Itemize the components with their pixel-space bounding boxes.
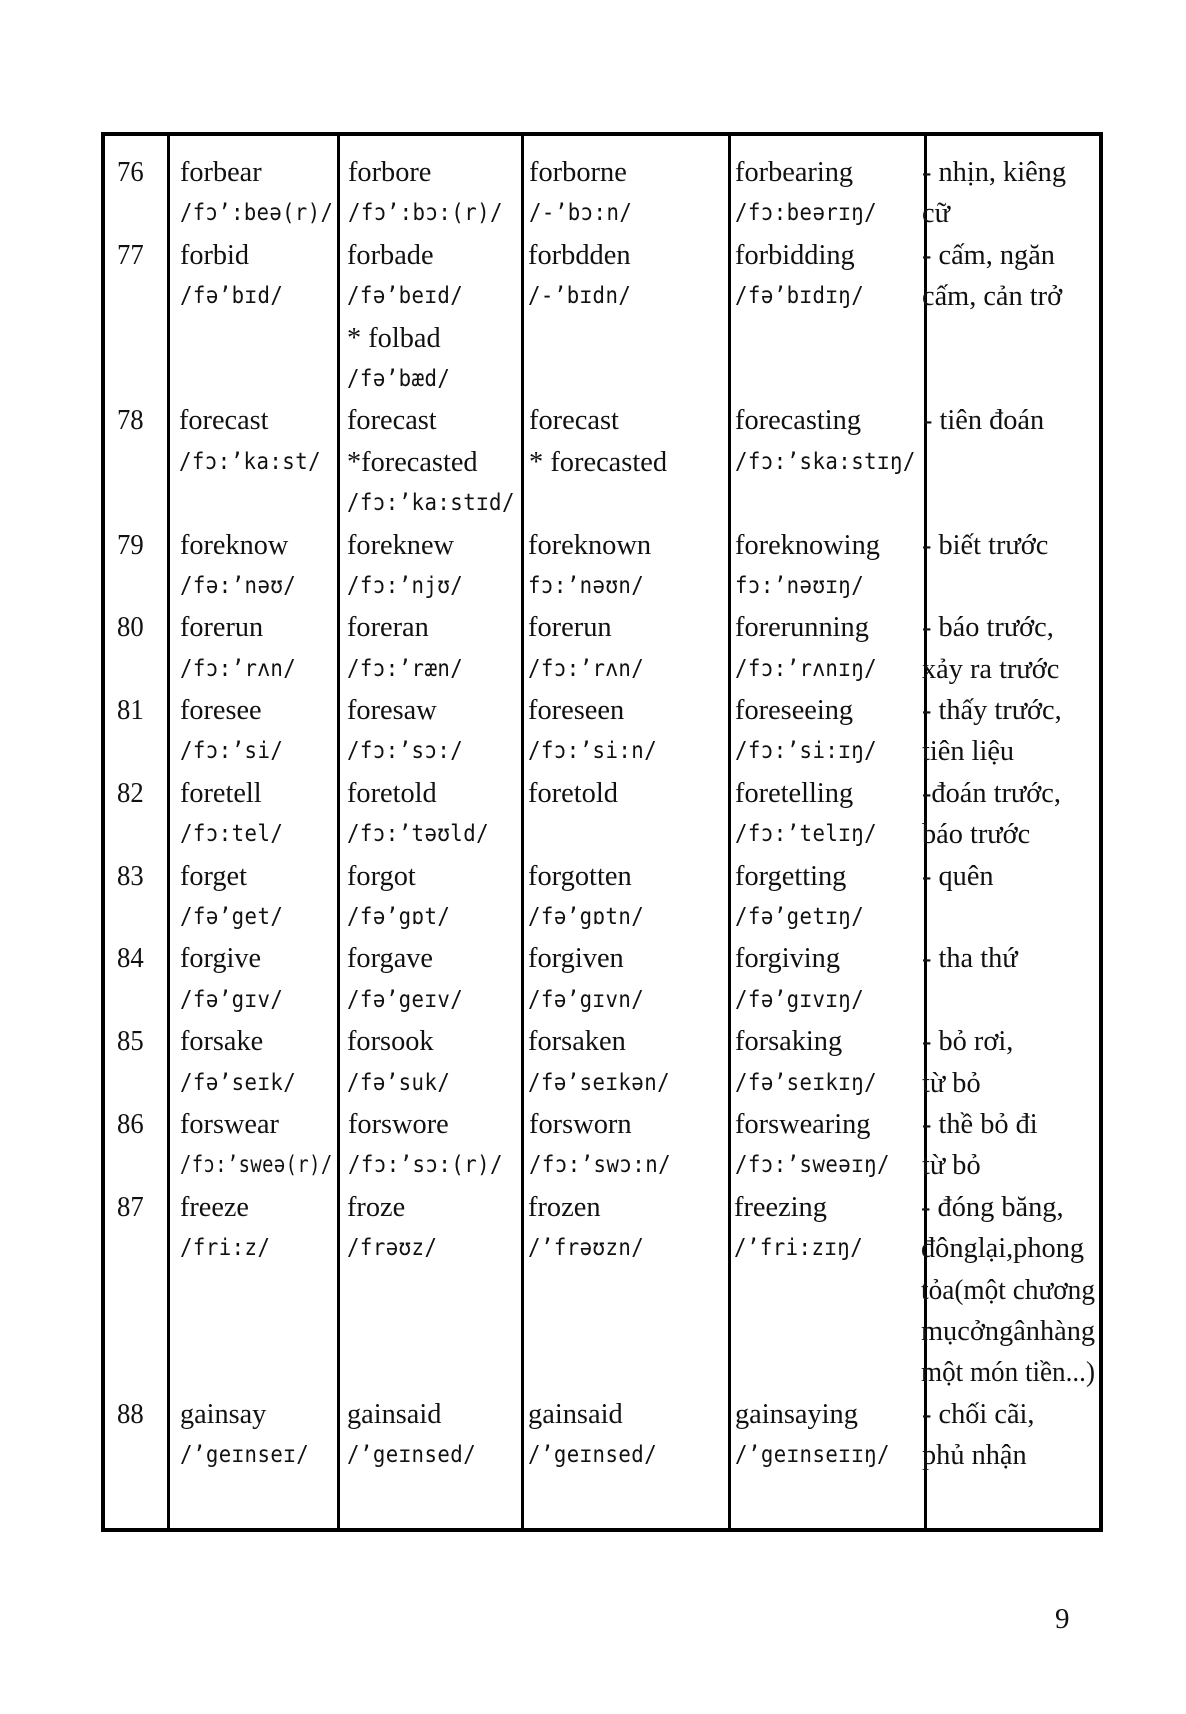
table-row — [105, 607, 1099, 690]
meaning-text: cấm, cản trở — [921, 280, 1062, 313]
phonetic-transcription: /’geɪnsed/ — [527, 1442, 658, 1469]
verb-form: forecasting — [735, 404, 862, 437]
verb-form: forecast — [529, 404, 620, 437]
verb-form: foreseeing — [734, 694, 854, 727]
past-simple-cell — [336, 1021, 519, 1104]
past-participle-cell — [519, 773, 725, 856]
entry-number: 86 — [117, 1107, 144, 1140]
verb-form: foreknow — [179, 528, 288, 561]
verb-form: forecast — [179, 404, 269, 437]
phonetic-transcription: /fə’bɪd/ — [179, 283, 284, 310]
meaning-text: cữ — [922, 197, 951, 230]
present-participle-cell — [724, 1187, 919, 1394]
entry-number: 88 — [117, 1397, 144, 1430]
past-simple-cell — [337, 1104, 520, 1187]
verb-form: forbearing — [735, 156, 854, 188]
present-participle-cell — [725, 152, 920, 235]
meaning-text: báo trước — [921, 818, 1031, 851]
meaning-text: - thấy trước, — [921, 694, 1062, 727]
entry-number: 80 — [117, 611, 144, 644]
table-row — [105, 773, 1099, 856]
meaning-text: tiên liệu — [921, 735, 1015, 768]
base-form-cell — [167, 235, 336, 401]
past-simple-cell — [336, 607, 519, 690]
phonetic-transcription: /fɔ:’ska:stɪŋ/ — [735, 448, 916, 475]
phonetic-transcription: /fə’gɪvɪŋ/ — [734, 986, 865, 1013]
verb-form: * folbad — [346, 321, 441, 354]
phonetic-transcription: /fə’seɪkɪŋ/ — [734, 1069, 877, 1096]
past-participle-cell — [519, 607, 725, 690]
phonetic-transcription: /fɔ:’sɔ:(r)/ — [347, 1152, 503, 1179]
irregular-verbs-table — [101, 132, 1103, 1532]
verb-form: forgiven — [527, 942, 624, 975]
verb-form: forbid — [179, 238, 249, 271]
verb-form: forborne — [528, 156, 627, 188]
verb-form: froze — [346, 1190, 405, 1223]
phonetic-transcription: /fə’bæd/ — [346, 365, 451, 392]
verb-form: forerunning — [734, 611, 869, 644]
verb-form: forbdden — [527, 238, 631, 271]
table-row — [105, 400, 1099, 524]
verb-form: gainsaid — [346, 1397, 442, 1430]
phonetic-transcription: /fə’gɪv/ — [179, 986, 284, 1013]
verb-form: forgotten — [527, 859, 632, 892]
verb-form: forsaking — [734, 1025, 843, 1058]
past-participle-cell — [519, 525, 725, 608]
meaning-cell — [920, 856, 1099, 939]
verb-form: forbear — [179, 156, 262, 188]
phonetic-transcription: /fɔ’:beə(r)/ — [179, 200, 333, 227]
past-participle-cell — [520, 152, 726, 235]
meaning-text: mụcởngânhàng — [921, 1314, 1096, 1347]
phonetic-transcription: /fɔ:’sɔ:/ — [346, 738, 464, 765]
entry-number-cell — [105, 235, 167, 401]
base-form-cell — [167, 856, 336, 939]
phonetic-transcription: /fə’beɪd/ — [346, 283, 464, 310]
entry-number-cell — [105, 1021, 167, 1104]
meaning-cell — [920, 607, 1099, 690]
meaning-text: -đoán trước, — [921, 776, 1061, 809]
base-form-cell — [167, 1187, 336, 1394]
meaning-cell — [920, 690, 1099, 773]
phonetic-transcription: /fə’suk/ — [346, 1069, 451, 1096]
meaning-cell — [920, 1021, 1099, 1104]
page-number: 9 — [1055, 1603, 1070, 1635]
verb-form: foreseen — [527, 694, 625, 727]
verb-form: forswearing — [735, 1107, 871, 1140]
entry-number: 77 — [117, 238, 144, 271]
phonetic-transcription: /fɔ:’təʊld/ — [346, 821, 489, 848]
verb-form: forbidding — [734, 238, 855, 271]
verb-form: foreknown — [527, 528, 652, 561]
phonetic-transcription: /fə’get/ — [179, 904, 284, 931]
phonetic-transcription: /fə’gɪvn/ — [527, 986, 645, 1013]
phonetic-transcription: /fɔ:’sweə(r)/ — [179, 1152, 333, 1179]
phonetic-transcription: /fɔ:’telɪŋ/ — [734, 821, 877, 848]
table-row — [105, 1104, 1099, 1187]
phonetic-transcription: /fɔ:’sweəɪŋ/ — [735, 1152, 891, 1179]
base-form-cell — [167, 1021, 336, 1104]
verb-form: forget — [179, 859, 247, 892]
verb-form: forsook — [346, 1025, 434, 1058]
base-form-cell — [167, 938, 336, 1021]
entry-number: 85 — [117, 1025, 144, 1058]
phonetic-transcription: /fɔ:’rʌn/ — [179, 655, 296, 682]
phonetic-transcription: /’geɪnsed/ — [346, 1442, 477, 1469]
phonetic-transcription: /fɔ:’si/ — [179, 738, 284, 765]
entry-number-cell — [105, 152, 167, 235]
base-form-cell — [167, 525, 336, 608]
table-body — [105, 152, 1099, 1477]
meaning-cell — [920, 938, 1099, 1021]
past-simple-cell — [336, 690, 519, 773]
verb-form: forbore — [347, 156, 432, 188]
phonetic-transcription: /fə’geɪv/ — [346, 986, 464, 1013]
meaning-text: tỏa(một chương — [921, 1273, 1095, 1306]
verb-form: forgiving — [734, 942, 840, 975]
meaning-text: - chối cãi, — [921, 1397, 1035, 1430]
entry-number: 84 — [117, 942, 144, 975]
phonetic-transcription: /fɔ:’si:ɪŋ/ — [734, 738, 877, 765]
past-simple-cell — [337, 152, 520, 235]
base-form-cell — [167, 1104, 337, 1187]
meaning-cell — [920, 152, 1099, 235]
phonetic-transcription: /fɔ:’ka:stɪd/ — [347, 490, 516, 517]
phonetic-transcription: /’geɪnseɪ/ — [179, 1442, 309, 1469]
entry-number-cell — [105, 1187, 167, 1394]
entry-number: 82 — [117, 776, 144, 809]
verb-form: foretelling — [734, 776, 854, 809]
base-form-cell — [167, 1394, 336, 1477]
meaning-cell — [920, 1104, 1099, 1187]
present-participle-cell — [725, 938, 920, 1021]
verb-form: forecast — [347, 404, 438, 437]
meaning-text: - cấm, ngăn — [921, 238, 1055, 271]
verb-form: forgave — [346, 942, 433, 975]
verb-form: freezing — [734, 1190, 828, 1223]
verb-form: gainsaying — [734, 1397, 858, 1430]
phonetic-transcription: /fɔ:’si:n/ — [527, 738, 658, 765]
meaning-text: một món tiền...) — [921, 1356, 1095, 1389]
past-participle-cell — [519, 1187, 725, 1394]
phonetic-transcription: /fə’seɪkən/ — [527, 1069, 671, 1096]
table-row — [105, 938, 1099, 1021]
verb-form: foreran — [346, 611, 429, 644]
meaning-text: - biết trước — [921, 528, 1049, 561]
table-row — [105, 1021, 1099, 1104]
phonetic-transcription: /fɔ:’ræn/ — [346, 655, 464, 682]
phonetic-transcription: /fɔ:’ka:st/ — [179, 448, 322, 475]
phonetic-transcription: fɔ:’nəʊɪŋ/ — [734, 572, 865, 599]
meaning-text: phủ nhận — [921, 1439, 1027, 1472]
meaning-text: - tha thứ — [921, 942, 1018, 975]
base-form-cell — [167, 773, 336, 856]
verb-form: forsaken — [527, 1025, 626, 1058]
present-participle-cell — [725, 690, 920, 773]
past-simple-cell — [336, 235, 519, 401]
phonetic-transcription: /fɔ:’swɔ:n/ — [528, 1152, 671, 1179]
verb-form: frozen — [527, 1190, 601, 1223]
phonetic-transcription: /-’bɔ:n/ — [528, 200, 633, 227]
phonetic-transcription: /fɔ:tel/ — [179, 821, 284, 848]
verb-form: forgive — [179, 942, 261, 975]
base-form-cell — [167, 690, 336, 773]
entry-number: 78 — [117, 404, 144, 437]
past-simple-cell — [336, 938, 519, 1021]
phonetic-transcription: /fɔ:beərɪŋ/ — [735, 200, 878, 227]
entry-number-cell — [105, 525, 167, 608]
past-participle-cell — [520, 1104, 726, 1187]
meaning-text: - thề bỏ đi — [922, 1107, 1038, 1140]
past-participle-cell — [519, 856, 725, 939]
meaning-text: xảy ra trước — [921, 652, 1060, 685]
phonetic-transcription: /fə’bɪdɪŋ/ — [734, 283, 865, 310]
table-row — [105, 690, 1099, 773]
table-row — [105, 856, 1099, 939]
verb-form: forerun — [527, 611, 612, 644]
phonetic-transcription: /fə’gɒtn/ — [527, 904, 645, 931]
entry-number-cell — [105, 1394, 167, 1477]
meaning-text: - đóng băng, — [921, 1190, 1064, 1223]
meaning-cell — [920, 235, 1099, 401]
base-form-cell — [167, 607, 336, 690]
past-participle-cell — [519, 690, 725, 773]
entry-number: 81 — [117, 694, 144, 727]
verb-form: forerun — [179, 611, 263, 644]
entry-number-cell — [105, 690, 167, 773]
phonetic-transcription: /fri:z/ — [179, 1235, 271, 1262]
phonetic-transcription: /fə’getɪŋ/ — [734, 904, 865, 931]
phonetic-transcription: /-’bɪdn/ — [527, 283, 632, 310]
past-participle-cell — [520, 400, 725, 524]
past-simple-cell — [336, 1187, 519, 1394]
table-row — [105, 1394, 1099, 1477]
past-simple-cell — [336, 525, 519, 608]
present-participle-cell — [725, 607, 920, 690]
entry-number: 79 — [117, 528, 144, 561]
verb-form: forsake — [179, 1025, 263, 1058]
meaning-text: - nhịn, kiêng — [922, 156, 1067, 188]
entry-number-cell — [105, 607, 167, 690]
verb-form: foretold — [527, 776, 618, 809]
past-simple-cell — [336, 1394, 519, 1477]
verb-form: forbade — [346, 238, 434, 271]
base-form-cell — [166, 400, 336, 524]
phonetic-transcription: /’geɪnseɪɪŋ/ — [734, 1442, 890, 1469]
present-participle-cell — [725, 1394, 920, 1477]
verb-form: foresee — [179, 694, 262, 727]
past-participle-cell — [519, 938, 725, 1021]
verb-form: *forecasted — [347, 445, 478, 478]
meaning-text: - tiên đoán — [923, 404, 1045, 437]
verb-form: foretold — [346, 776, 437, 809]
verb-form: forgetting — [734, 859, 847, 892]
table-row — [105, 525, 1099, 608]
present-participle-cell — [725, 1104, 920, 1187]
verb-form: forswear — [179, 1107, 279, 1140]
verb-form: gainsay — [179, 1397, 267, 1430]
verb-form: foreknowing — [734, 528, 880, 561]
phonetic-transcription: /fɔ:’njʊ/ — [346, 572, 464, 599]
past-simple-cell — [336, 400, 520, 524]
entry-number: 76 — [117, 156, 144, 188]
meaning-text: đônglại,phong — [921, 1232, 1085, 1265]
verb-form: freeze — [179, 1190, 249, 1223]
table-row — [105, 235, 1099, 401]
entry-number-cell — [105, 938, 167, 1021]
table-row — [105, 1187, 1099, 1394]
phonetic-transcription: /fɔ’:bɔ:(r)/ — [347, 200, 503, 227]
phonetic-transcription: fɔ:’nəʊn/ — [527, 572, 645, 599]
entry-number-cell — [105, 1104, 167, 1187]
entry-number-cell — [105, 400, 166, 524]
phonetic-transcription: /’fri:zɪŋ/ — [734, 1235, 864, 1262]
entry-number: 83 — [117, 859, 144, 892]
verb-form: foreknew — [346, 528, 454, 561]
meaning-text: - quên — [921, 859, 994, 892]
present-participle-cell — [725, 400, 921, 524]
entry-number: 87 — [117, 1190, 144, 1223]
verb-form: * forecasted — [529, 445, 668, 478]
meaning-text: từ bỏ — [921, 1066, 981, 1099]
present-participle-cell — [725, 525, 920, 608]
verb-form: foresaw — [346, 694, 437, 727]
past-participle-cell — [519, 235, 725, 401]
meaning-text: từ bỏ — [922, 1149, 981, 1182]
past-participle-cell — [519, 1394, 725, 1477]
table-row — [105, 152, 1099, 235]
verb-form: forgot — [346, 859, 416, 892]
meaning-cell — [919, 1187, 1099, 1394]
base-form-cell — [167, 152, 337, 235]
meaning-cell — [920, 773, 1099, 856]
phonetic-transcription: /fə:’nəʊ/ — [179, 572, 296, 599]
meaning-text: - bỏ rơi, — [921, 1025, 1014, 1058]
verb-form: foretell — [179, 776, 262, 809]
entry-number-cell — [105, 773, 167, 856]
present-participle-cell — [725, 235, 920, 401]
phonetic-transcription: /frəʊz/ — [346, 1235, 438, 1262]
past-simple-cell — [336, 856, 519, 939]
verb-form: gainsaid — [527, 1397, 623, 1430]
meaning-text: - báo trước, — [921, 611, 1054, 644]
phonetic-transcription: /fə’gɒt/ — [346, 904, 451, 931]
meaning-cell — [920, 1394, 1099, 1477]
past-participle-cell — [519, 1021, 725, 1104]
entry-number-cell — [105, 856, 167, 939]
verb-form: forswore — [347, 1107, 449, 1140]
present-participle-cell — [725, 1021, 920, 1104]
meaning-cell — [921, 400, 1099, 524]
phonetic-transcription: /’frəʊzn/ — [527, 1235, 644, 1262]
verb-form: forsworn — [528, 1107, 632, 1140]
past-simple-cell — [336, 773, 519, 856]
present-participle-cell — [725, 773, 920, 856]
meaning-cell — [920, 525, 1099, 608]
phonetic-transcription: /fə’seɪk/ — [179, 1069, 296, 1096]
phonetic-transcription: /fɔ:’rʌn/ — [527, 655, 645, 682]
phonetic-transcription: /fɔ:’rʌnɪŋ/ — [734, 655, 877, 682]
present-participle-cell — [725, 856, 920, 939]
